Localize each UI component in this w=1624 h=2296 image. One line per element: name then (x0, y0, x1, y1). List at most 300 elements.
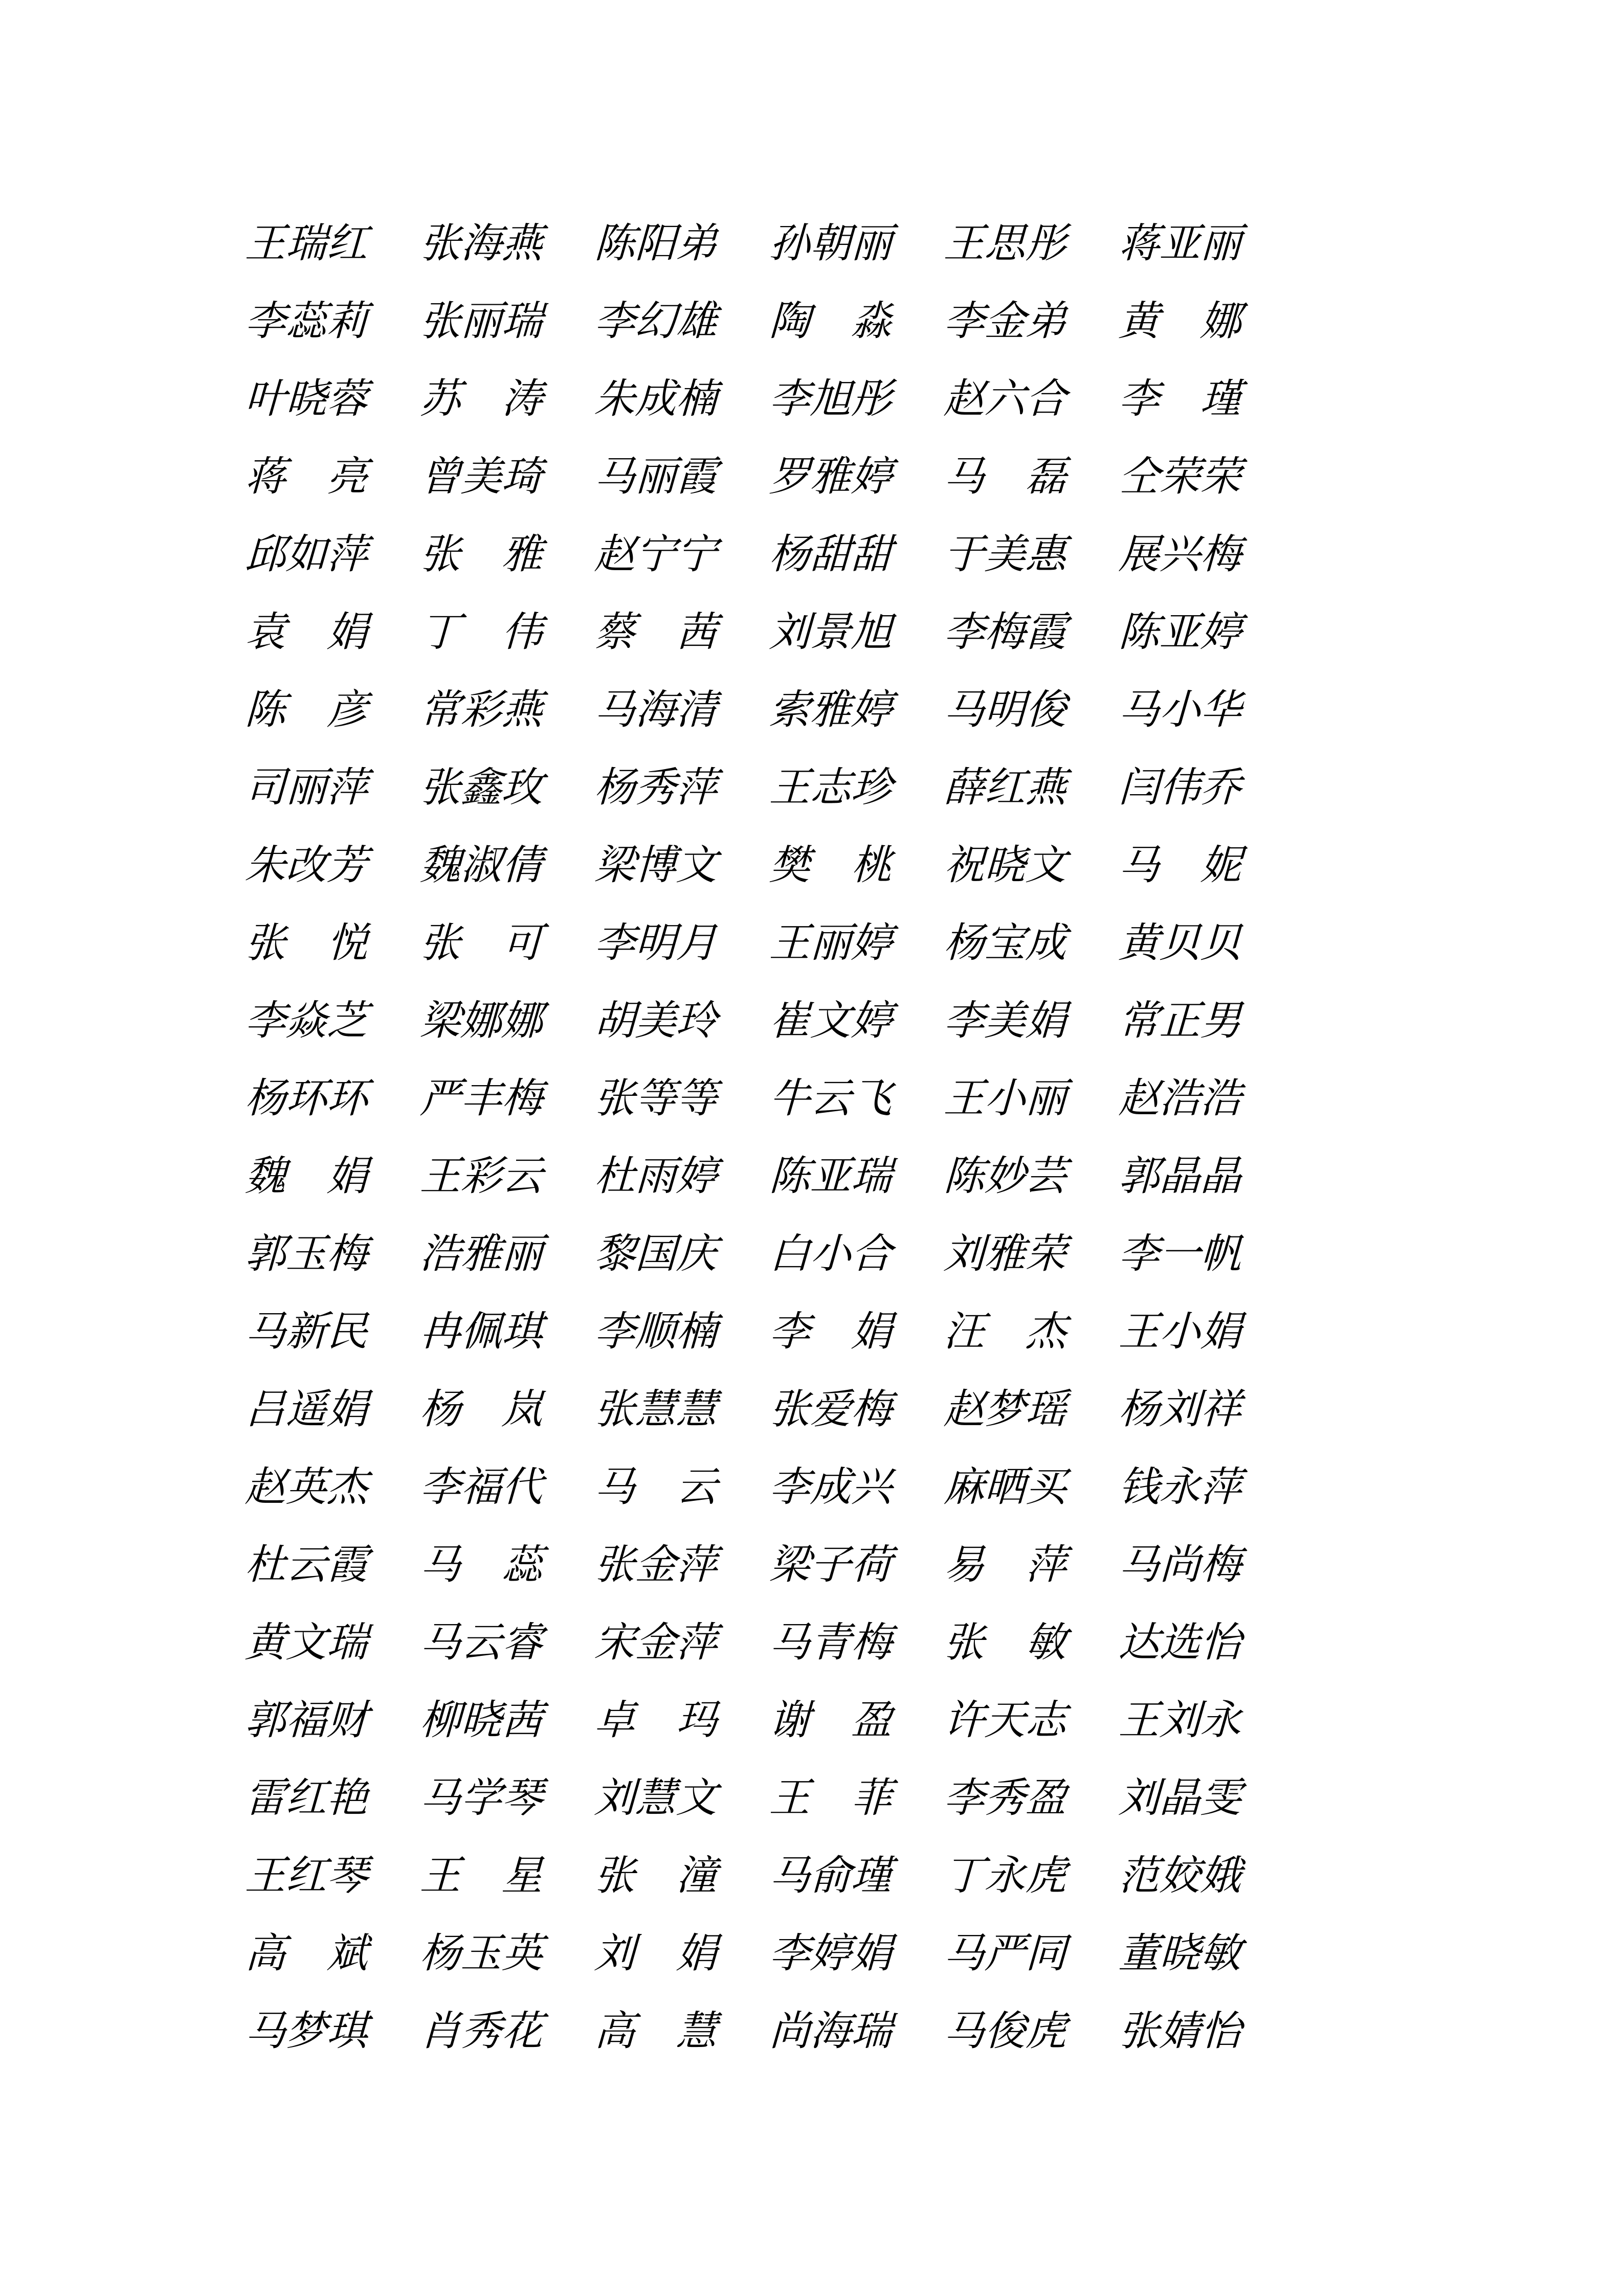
name-char: 亮 (326, 455, 369, 500)
person-name (768, 1620, 893, 1665)
name-char: 玛 (675, 1698, 718, 1743)
name-char: 浩 (419, 1232, 462, 1277)
name-char: 娟 (326, 1387, 369, 1432)
name-char: 浩 (1159, 1076, 1202, 1121)
name-char: 环 (285, 1076, 328, 1121)
name-char: 梅 (984, 610, 1027, 655)
name-char: 甜 (809, 532, 852, 577)
name-char: 莉 (326, 299, 369, 344)
name-char: 张 (419, 532, 462, 577)
person-name (244, 1389, 369, 1430)
person-name (593, 1620, 718, 1665)
name-grid (245, 205, 1241, 2070)
name-char: 杜 (593, 1154, 636, 1199)
name-char: 李 (244, 999, 287, 1044)
name-char: 朱 (244, 843, 287, 888)
person-name (1118, 1620, 1242, 1665)
name-char: 宁 (634, 532, 677, 577)
name-char: 朝 (809, 221, 852, 266)
name-char: 伟 (1159, 766, 1202, 811)
name-char: 王 (244, 221, 287, 266)
name-char: 张 (419, 221, 462, 266)
name-char: 金 (984, 299, 1027, 344)
name-char: 敏 (1025, 1620, 1067, 1665)
person-name (768, 1156, 893, 1197)
name-char: 淑 (460, 843, 503, 888)
name-char: 楠 (675, 1310, 718, 1355)
name-char: 刘 (593, 1776, 636, 1821)
person-name (1118, 2011, 1242, 2052)
person-name (594, 1001, 718, 1042)
name-char: 丽 (809, 921, 852, 966)
name-row (245, 1682, 1241, 1760)
name-char: 萍 (1025, 1543, 1067, 1588)
name-char: 李 (593, 1310, 636, 1355)
name-char: 王 (1118, 1698, 1161, 1743)
name-char: 尚 (768, 2009, 811, 2054)
person-name (419, 923, 543, 964)
person-name (419, 1620, 544, 1665)
name-char: 雯 (1199, 1776, 1242, 1821)
name-char: 高 (593, 2009, 636, 2054)
person-name (768, 1078, 893, 1119)
name-row (245, 1215, 1241, 1293)
name-char: 天 (984, 1698, 1027, 1743)
name-char: 丽 (1025, 1076, 1067, 1121)
name-char: 祝 (943, 843, 986, 888)
name-row (245, 361, 1241, 438)
person-name (1118, 612, 1242, 653)
name-char: 虎 (1025, 1854, 1067, 1899)
person-name (943, 766, 1067, 811)
person-name (244, 766, 369, 811)
person-name (594, 1467, 718, 1508)
name-char: 敏 (1199, 1931, 1242, 1976)
person-name (594, 1234, 718, 1275)
person-name (768, 1778, 893, 1819)
name-char: 霞 (326, 1543, 369, 1588)
name-char: 红 (984, 766, 1027, 811)
name-char: 贝 (1159, 921, 1202, 966)
name-row (245, 205, 1241, 283)
person-name (768, 457, 893, 498)
name-char: 王 (419, 1154, 462, 1199)
name-char: 小 (984, 1076, 1027, 1121)
person-name (594, 223, 718, 264)
name-char: 霞 (1025, 610, 1067, 655)
person-name (768, 1545, 893, 1586)
name-char: 彩 (460, 688, 503, 733)
person-name (943, 1078, 1067, 1119)
name-char: 云 (675, 1465, 718, 1510)
name-char: 正 (1159, 999, 1202, 1044)
person-name (419, 766, 544, 811)
person-name (419, 1001, 543, 1042)
name-char: 秀 (634, 766, 677, 811)
person-name (244, 2011, 369, 2052)
name-char: 代 (501, 1465, 544, 1510)
name-char: 冉 (419, 1310, 462, 1355)
person-name (244, 457, 369, 498)
name-char: 牛 (768, 1076, 811, 1121)
person-name (768, 534, 893, 575)
person-name (594, 1156, 718, 1197)
name-char: 李 (593, 299, 636, 344)
name-char: 黄 (1118, 299, 1161, 344)
person-name (594, 1312, 718, 1353)
person-name (419, 1856, 543, 1897)
name-char: 岚 (501, 1387, 544, 1432)
person-name (244, 1778, 369, 1819)
name-char: 孙 (768, 221, 811, 266)
name-char: 梁 (593, 843, 636, 888)
name-char: 马 (419, 1543, 462, 1588)
name-char: 秀 (984, 1776, 1027, 1821)
person-name (1118, 1312, 1242, 1353)
name-char: 晶 (1199, 1154, 1242, 1199)
name-char: 刘 (1159, 1387, 1202, 1432)
name-char: 茜 (675, 610, 718, 655)
name-char: 黎 (593, 1232, 636, 1277)
name-char: 魏 (419, 843, 462, 888)
name-char: 黄 (244, 1620, 287, 1665)
person-name (768, 379, 893, 420)
name-char: 清 (675, 688, 718, 733)
person-name (594, 690, 718, 731)
name-char: 袁 (244, 610, 287, 655)
name-char: 丽 (285, 766, 328, 811)
name-char: 王 (943, 221, 986, 266)
name-char: 英 (501, 1931, 544, 1976)
name-char: 盈 (850, 1698, 893, 1743)
name-char: 芝 (326, 999, 369, 1044)
name-char: 展 (1118, 532, 1161, 577)
name-char: 茜 (501, 1698, 544, 1743)
name-row (245, 1138, 1241, 1215)
name-char: 倩 (501, 843, 544, 888)
person-name (244, 379, 369, 420)
name-char: 子 (809, 1543, 852, 1588)
name-char: 蓉 (326, 377, 369, 422)
name-char: 等 (634, 1076, 677, 1121)
person-name (943, 923, 1067, 964)
name-char: 雅 (501, 532, 544, 577)
name-char: 仝 (1118, 455, 1161, 500)
person-name (1118, 534, 1242, 575)
name-char: 李 (943, 299, 986, 344)
name-char: 于 (943, 532, 986, 577)
name-char: 张 (593, 1076, 636, 1121)
name-char: 梅 (1199, 1543, 1242, 1588)
name-char: 小 (1159, 1310, 1202, 1355)
person-name (1118, 1234, 1242, 1275)
name-char: 刘 (943, 1232, 986, 1277)
person-name (419, 1933, 543, 1974)
name-char: 魏 (244, 1154, 287, 1199)
name-char: 芳 (326, 843, 369, 888)
name-row (245, 905, 1241, 982)
name-char: 旭 (809, 377, 852, 422)
name-char: 青 (809, 1620, 852, 1665)
name-char: 文 (675, 1776, 718, 1821)
name-char: 李 (1118, 1232, 1161, 1277)
name-char: 李 (768, 377, 811, 422)
name-row (245, 516, 1241, 594)
name-char: 王 (768, 921, 811, 966)
person-name (1118, 923, 1242, 964)
name-char: 慧 (675, 1387, 718, 1432)
name-char: 楠 (675, 377, 718, 422)
name-char: 六 (984, 377, 1027, 422)
name-char: 马 (244, 2009, 287, 2054)
name-char: 云 (285, 1543, 328, 1588)
name-char: 丰 (460, 1076, 503, 1121)
name-char: 晶 (1159, 1154, 1202, 1199)
person-name (943, 457, 1067, 498)
name-char: 娟 (1199, 1310, 1242, 1355)
name-char: 俊 (984, 2009, 1027, 2054)
person-name (943, 1933, 1067, 1974)
name-char: 星 (501, 1854, 544, 1899)
name-char: 尚 (1159, 1543, 1202, 1588)
name-char: 郭 (1118, 1154, 1161, 1199)
person-name (594, 1856, 718, 1897)
name-row (245, 1604, 1241, 1682)
name-char: 梁 (768, 1543, 811, 1588)
name-char: 赵 (943, 377, 986, 422)
name-char: 娟 (850, 1931, 893, 1976)
person-name (594, 612, 718, 653)
person-name (943, 1620, 1067, 1665)
name-char: 慧 (634, 1387, 677, 1432)
name-char: 马 (593, 455, 636, 500)
name-char: 马 (419, 1620, 462, 1665)
person-name (1118, 1856, 1242, 1897)
name-char: 祥 (1199, 1387, 1242, 1432)
name-char: 马 (768, 1620, 811, 1665)
name-char: 杜 (244, 1543, 287, 1588)
name-row (245, 438, 1241, 516)
person-name (943, 1467, 1067, 1508)
name-char: 慧 (634, 1776, 677, 1821)
name-char: 司 (244, 766, 287, 811)
name-char: 婧 (1159, 2009, 1202, 2054)
name-char: 荷 (850, 1543, 893, 1588)
person-name (768, 1312, 893, 1353)
name-char: 肖 (419, 2009, 462, 2054)
person-name (1118, 1389, 1242, 1430)
person-name (1118, 1001, 1242, 1042)
name-char: 阳 (634, 221, 677, 266)
name-char: 张 (593, 1854, 636, 1899)
name-char: 琴 (326, 1854, 369, 1899)
name-char: 菲 (850, 1776, 893, 1821)
name-char: 婷 (809, 1931, 852, 1976)
name-char: 杨 (1118, 1387, 1161, 1432)
name-char: 李 (768, 1310, 811, 1355)
name-char: 思 (984, 221, 1027, 266)
name-char: 张 (943, 1620, 986, 1665)
name-char: 婷 (850, 688, 893, 733)
name-char: 钱 (1118, 1465, 1161, 1510)
name-char: 合 (850, 1232, 893, 1277)
person-name (1118, 379, 1242, 420)
name-char: 萍 (1199, 1465, 1242, 1510)
name-char: 柳 (419, 1698, 462, 1743)
name-char: 盈 (1025, 1776, 1067, 1821)
name-char: 晓 (984, 843, 1027, 888)
name-char: 刘 (768, 610, 811, 655)
person-name (768, 301, 893, 342)
name-char: 金 (634, 1620, 677, 1665)
name-char: 樊 (768, 843, 811, 888)
name-char: 宋 (593, 1620, 636, 1665)
person-name (768, 923, 893, 964)
name-char: 同 (1025, 1931, 1067, 1976)
person-name (419, 457, 543, 498)
person-name (244, 1933, 369, 1974)
name-char: 刘 (593, 1931, 636, 1976)
person-name (419, 690, 543, 731)
name-char: 伟 (501, 610, 544, 655)
name-char: 财 (326, 1698, 369, 1743)
name-row (245, 982, 1241, 1060)
person-name (419, 1389, 543, 1430)
name-char: 麻 (943, 1465, 986, 1510)
name-row (245, 1837, 1241, 1915)
person-name (1118, 1933, 1242, 1974)
name-char: 卓 (593, 1698, 636, 1743)
name-char: 胡 (593, 999, 636, 1044)
name-char: 蔡 (593, 610, 636, 655)
name-char: 彩 (460, 1154, 503, 1199)
person-name (594, 379, 718, 420)
name-char: 红 (326, 221, 369, 266)
name-char: 男 (1199, 999, 1242, 1044)
name-char: 瑾 (850, 1854, 893, 1899)
name-char: 赵 (1118, 1076, 1161, 1121)
name-row (245, 1760, 1241, 1837)
name-char: 福 (460, 1465, 503, 1510)
person-name (768, 1856, 893, 1897)
person-name (419, 1467, 543, 1508)
name-char: 娟 (675, 1931, 718, 1976)
person-name (594, 457, 718, 498)
name-char: 惠 (1025, 532, 1067, 577)
name-char: 海 (460, 221, 503, 266)
person-name (943, 845, 1067, 886)
person-name (1118, 1700, 1242, 1741)
name-char: 英 (285, 1465, 328, 1510)
person-name (768, 1933, 893, 1974)
name-char: 虎 (1025, 2009, 1067, 2054)
name-char: 瑞 (850, 2009, 893, 2054)
name-char: 丽 (634, 455, 677, 500)
name-char: 瑞 (850, 1154, 893, 1199)
person-name (244, 612, 369, 653)
person-name (244, 301, 369, 342)
name-char: 彤 (1025, 221, 1067, 266)
name-char: 雄 (675, 299, 718, 344)
person-name (1118, 1778, 1242, 1819)
name-char: 吕 (244, 1387, 287, 1432)
name-char: 美 (984, 999, 1027, 1044)
name-char: 美 (984, 532, 1027, 577)
person-name (244, 1312, 369, 1353)
name-char: 俊 (1025, 688, 1067, 733)
person-name (594, 2011, 718, 2052)
name-char: 梦 (984, 1387, 1027, 1432)
name-char: 乔 (1199, 766, 1242, 811)
person-name (1118, 845, 1242, 886)
person-name (943, 223, 1067, 264)
name-char: 李 (768, 1931, 811, 1976)
person-name (244, 845, 369, 886)
person-name (419, 1778, 543, 1819)
person-name (419, 379, 543, 420)
name-char: 明 (634, 921, 677, 966)
name-char: 朱 (593, 377, 636, 422)
name-char: 艳 (326, 1776, 369, 1821)
person-name (594, 1778, 718, 1819)
name-char: 严 (984, 1931, 1027, 1976)
name-char: 王 (768, 766, 811, 811)
name-char: 弟 (675, 221, 718, 266)
name-char: 娜 (501, 999, 544, 1044)
person-name (1118, 223, 1242, 264)
name-char: 怡 (1199, 1620, 1242, 1665)
name-char: 陈 (1118, 610, 1161, 655)
name-char: 范 (1118, 1854, 1161, 1899)
name-char: 美 (634, 999, 677, 1044)
name-row (245, 1449, 1241, 1526)
person-name (943, 1545, 1067, 1586)
name-char: 睿 (501, 1620, 544, 1665)
person-name (943, 2011, 1067, 2052)
name-char: 马 (943, 1931, 986, 1976)
name-char: 萍 (326, 766, 369, 811)
person-name (594, 1078, 718, 1119)
person-name (768, 612, 893, 653)
person-name (244, 1545, 369, 1586)
name-char: 玫 (501, 766, 544, 811)
name-char: 陈 (593, 221, 636, 266)
name-char: 飞 (850, 1076, 893, 1121)
name-char: 潼 (675, 1854, 718, 1899)
name-char: 马 (943, 455, 986, 500)
name-char: 改 (285, 843, 328, 888)
name-char: 娜 (460, 999, 503, 1044)
name-char: 董 (1118, 1931, 1161, 1976)
name-char: 娜 (1199, 299, 1242, 344)
person-name (419, 1234, 543, 1275)
name-char: 梁 (419, 999, 462, 1044)
name-row (245, 1371, 1241, 1449)
person-name (244, 1467, 369, 1508)
name-char: 梅 (501, 1076, 544, 1121)
person-name (244, 534, 369, 575)
name-char: 红 (285, 1776, 328, 1821)
name-char: 马 (1118, 1543, 1161, 1588)
name-char: 琴 (501, 1776, 544, 1821)
name-char: 荣 (1159, 455, 1202, 500)
name-char: 幻 (634, 299, 677, 344)
person-name (943, 1700, 1067, 1741)
name-char: 马 (943, 2009, 986, 2054)
name-char: 浩 (1199, 1076, 1242, 1121)
name-char: 李 (943, 999, 986, 1044)
name-char: 陈 (943, 1154, 986, 1199)
